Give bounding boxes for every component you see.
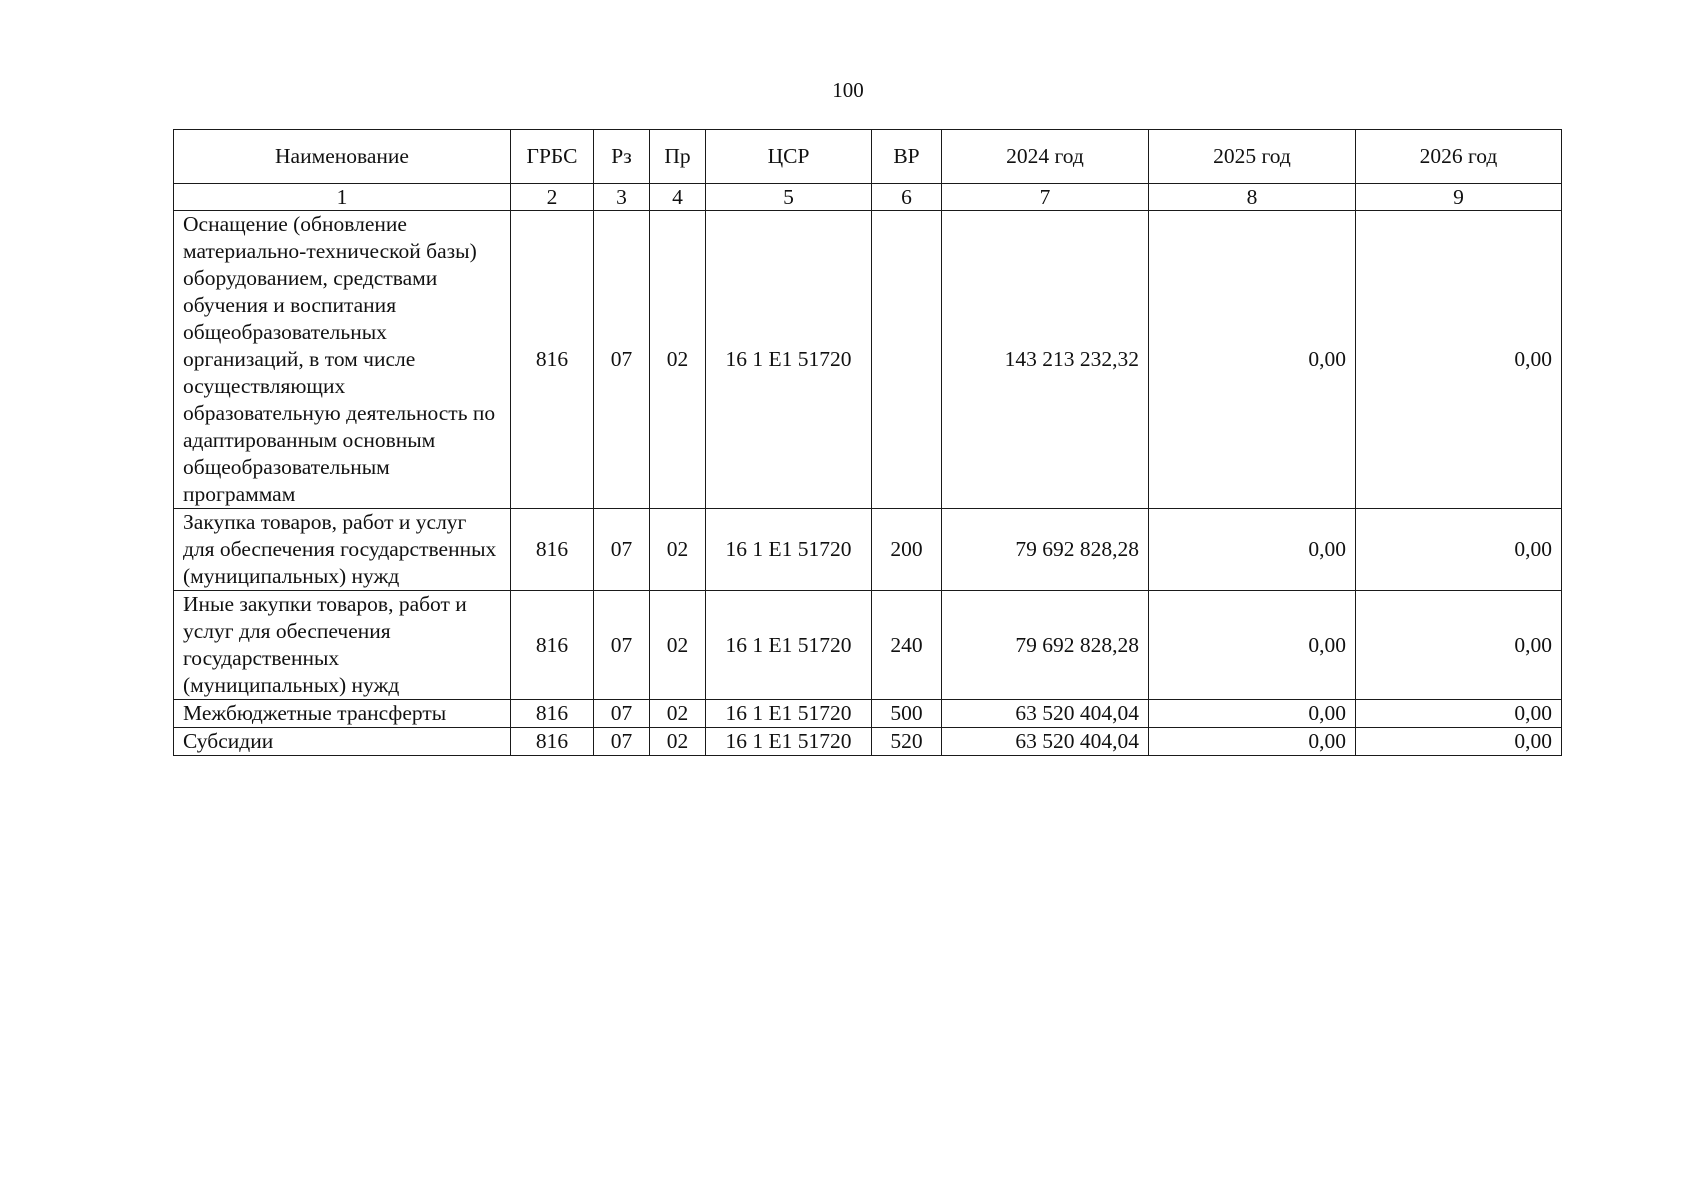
row-grbs: 816 xyxy=(511,700,594,728)
row-2026: 0,00 xyxy=(1356,728,1562,756)
column-number: 8 xyxy=(1149,184,1356,211)
row-csr: 16 1 E1 51720 xyxy=(706,700,872,728)
header-2026: 2026 год xyxy=(1356,130,1562,184)
table-row xyxy=(174,591,1562,700)
row-grbs: 816 xyxy=(511,591,594,700)
row-grbs: 816 xyxy=(511,728,594,756)
row-2026: 0,00 xyxy=(1356,700,1562,728)
row-2025: 0,00 xyxy=(1149,509,1356,591)
row-2025: 0,00 xyxy=(1149,211,1356,509)
header-csr: ЦСР xyxy=(706,130,872,184)
header-2024: 2024 год xyxy=(942,130,1149,184)
row-2026: 0,00 xyxy=(1356,211,1562,509)
row-csr: 16 1 E1 51720 xyxy=(706,211,872,509)
row-vr: 500 xyxy=(872,700,942,728)
row-rz: 07 xyxy=(594,700,650,728)
budget-table xyxy=(173,129,1562,756)
row-vr: 520 xyxy=(872,728,942,756)
row-csr: 16 1 E1 51720 xyxy=(706,728,872,756)
row-2026: 0,00 xyxy=(1356,591,1562,700)
header-name: Наименование xyxy=(174,130,511,184)
row-name: Иные закупки товаров, работ и услуг для обеспечения государственных (муниципальных) нужд xyxy=(174,591,511,700)
row-grbs: 816 xyxy=(511,211,594,509)
column-number: 6 xyxy=(872,184,942,211)
column-number: 4 xyxy=(650,184,706,211)
row-pr: 02 xyxy=(650,591,706,700)
row-pr: 02 xyxy=(650,728,706,756)
row-csr: 16 1 E1 51720 xyxy=(706,509,872,591)
row-rz: 07 xyxy=(594,211,650,509)
row-name: Оснащение (обновление материально-технической базы) оборудованием, средствами обучения и воспитания общеобразовательных организаций, в том числе осуществляющих образовательную деятельность по адаптированным основным общеобразовательным программам xyxy=(174,211,511,509)
row-2025: 0,00 xyxy=(1149,591,1356,700)
row-name: Субсидии xyxy=(174,728,511,756)
row-rz: 07 xyxy=(594,728,650,756)
row-rz: 07 xyxy=(594,509,650,591)
table-row xyxy=(174,700,1562,728)
header-grbs: ГРБС xyxy=(511,130,594,184)
row-2025: 0,00 xyxy=(1149,700,1356,728)
row-name: Межбюджетные трансферты xyxy=(174,700,511,728)
column-number: 7 xyxy=(942,184,1149,211)
header-vr: ВР xyxy=(872,130,942,184)
header-2025: 2025 год xyxy=(1149,130,1356,184)
row-csr: 16 1 E1 51720 xyxy=(706,591,872,700)
row-2024: 143 213 232,32 xyxy=(942,211,1149,509)
row-2025: 0,00 xyxy=(1149,728,1356,756)
header-row xyxy=(174,130,1562,184)
row-pr: 02 xyxy=(650,509,706,591)
column-number: 1 xyxy=(174,184,511,211)
column-number: 9 xyxy=(1356,184,1562,211)
row-2024: 63 520 404,04 xyxy=(942,700,1149,728)
column-number: 2 xyxy=(511,184,594,211)
table-row xyxy=(174,509,1562,591)
row-vr: 200 xyxy=(872,509,942,591)
header-rz: Рз xyxy=(594,130,650,184)
row-rz: 07 xyxy=(594,591,650,700)
row-pr: 02 xyxy=(650,211,706,509)
table-row xyxy=(174,211,1562,509)
column-number: 3 xyxy=(594,184,650,211)
header-pr: Пр xyxy=(650,130,706,184)
column-number: 5 xyxy=(706,184,872,211)
page-number: 100 xyxy=(832,78,864,102)
column-number-row xyxy=(174,184,1562,211)
row-pr: 02 xyxy=(650,700,706,728)
row-vr: 240 xyxy=(872,591,942,700)
row-2024: 63 520 404,04 xyxy=(942,728,1149,756)
row-2024: 79 692 828,28 xyxy=(942,591,1149,700)
row-vr xyxy=(872,211,942,509)
table-row xyxy=(174,728,1562,756)
row-2026: 0,00 xyxy=(1356,509,1562,591)
row-grbs: 816 xyxy=(511,509,594,591)
row-name: Закупка товаров, работ и услуг для обеспечения государственных (муниципальных) нужд xyxy=(174,509,511,591)
row-2024: 79 692 828,28 xyxy=(942,509,1149,591)
